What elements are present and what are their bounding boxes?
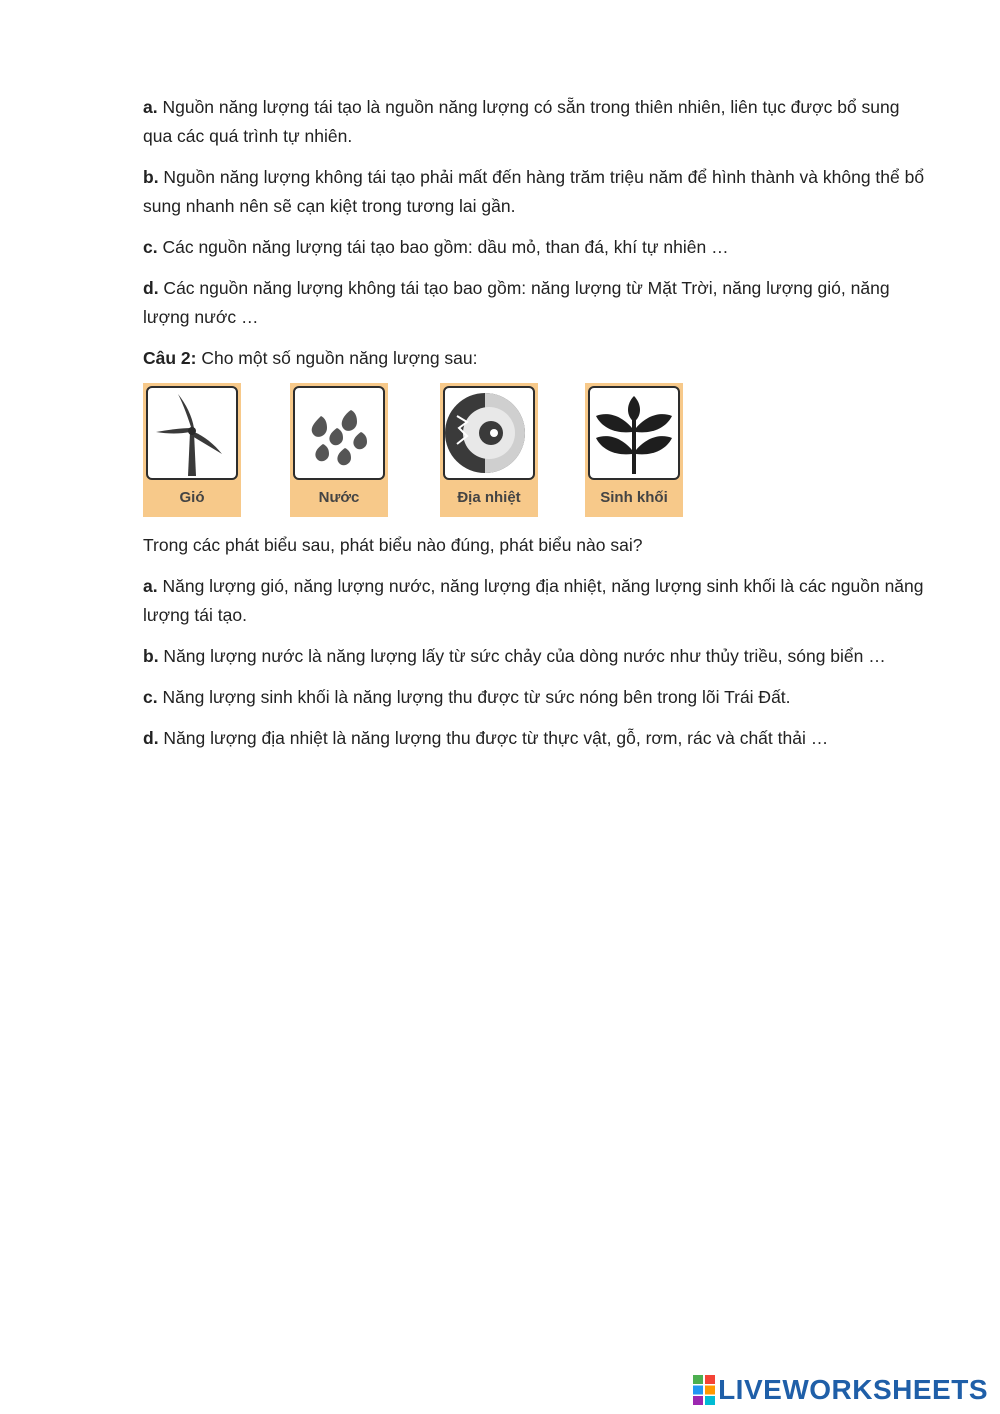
energy-card-water: [290, 383, 388, 517]
statement-text: Năng lượng nước là năng lượng lấy từ sức chảy của dòng nước như thủy triều, sóng biển …: [158, 646, 886, 666]
statement-label: a.: [143, 97, 158, 117]
statement-text: Năng lượng gió, năng lượng nước, năng lượng địa nhiệt, năng lượng sinh khối là các nguồn năng lượng tái tạo.: [143, 576, 924, 625]
statement-text: Năng lượng sinh khối là năng lượng thu được từ sức nóng bên trong lõi Trái Đất.: [157, 687, 791, 707]
worksheet-content: [143, 93, 933, 765]
statement-label: d.: [143, 278, 159, 298]
energy-label: Nước: [318, 489, 360, 506]
statement-1d: [143, 274, 933, 332]
lwe-logo-icon: [693, 1375, 715, 1405]
statement-text: Các nguồn năng lượng tái tạo bao gồm: dầu mỏ, than đá, khí tự nhiên …: [157, 237, 729, 257]
statement-2b: [143, 642, 933, 671]
statement-label: c.: [143, 237, 158, 257]
statement-label: a.: [143, 576, 158, 596]
statement-1b: [143, 163, 933, 221]
water-drops-icon: [293, 386, 385, 480]
question-text: Cho một số nguồn năng lượng sau:: [196, 348, 478, 368]
statement-1c: [143, 233, 933, 262]
question-2-prompt: Trong các phát biểu sau, phát biểu nào đúng, phát biểu nào sai?: [143, 535, 643, 555]
statement-2c: [143, 683, 933, 712]
energy-card-biomass: [585, 383, 683, 517]
energy-card-wind: [143, 383, 241, 517]
question-label: Câu 2:: [143, 348, 197, 368]
statement-label: b.: [143, 167, 159, 187]
energy-label: Sinh khối: [600, 489, 668, 506]
statement-text: Nguồn năng lượng tái tạo là nguồn năng lượng có sẵn trong thiên nhiên, liên tục được bổ sung qua các quá trình tự nhiên.: [143, 97, 900, 146]
biomass-plant-icon: [588, 386, 680, 480]
question-2-heading: [143, 344, 933, 373]
energy-label: Địa nhiệt: [457, 489, 521, 506]
statement-2d: [143, 724, 933, 753]
statement-text: Nguồn năng lượng không tái tạo phải mất đến hàng trăm triệu năm để hình thành và không thể bổ sung nhanh nên sẽ cạn kiệt trong tương lai gần.: [143, 167, 925, 216]
statement-text: Các nguồn năng lượng không tái tạo bao gồm: năng lượng từ Mặt Trời, năng lượng gió, năng lượng nước …: [143, 278, 890, 327]
logo-text: LIVEWORKSHEETS: [718, 1374, 988, 1405]
liveworksheets-logo: [693, 1373, 988, 1407]
statement-2a: [143, 572, 933, 630]
statement-label: b.: [143, 646, 159, 666]
wind-turbine-icon: [146, 386, 238, 480]
statement-label: c.: [143, 687, 158, 707]
geothermal-icon: [443, 386, 535, 480]
statement-text: Năng lượng địa nhiệt là năng lượng thu được từ thực vật, gỗ, rơm, rác và chất thải …: [158, 728, 829, 748]
statement-1a: [143, 93, 933, 151]
energy-label: Gió: [179, 489, 205, 506]
energy-icons-row: [143, 383, 933, 517]
energy-card-geothermal: [440, 383, 538, 517]
statement-label: d.: [143, 728, 159, 748]
